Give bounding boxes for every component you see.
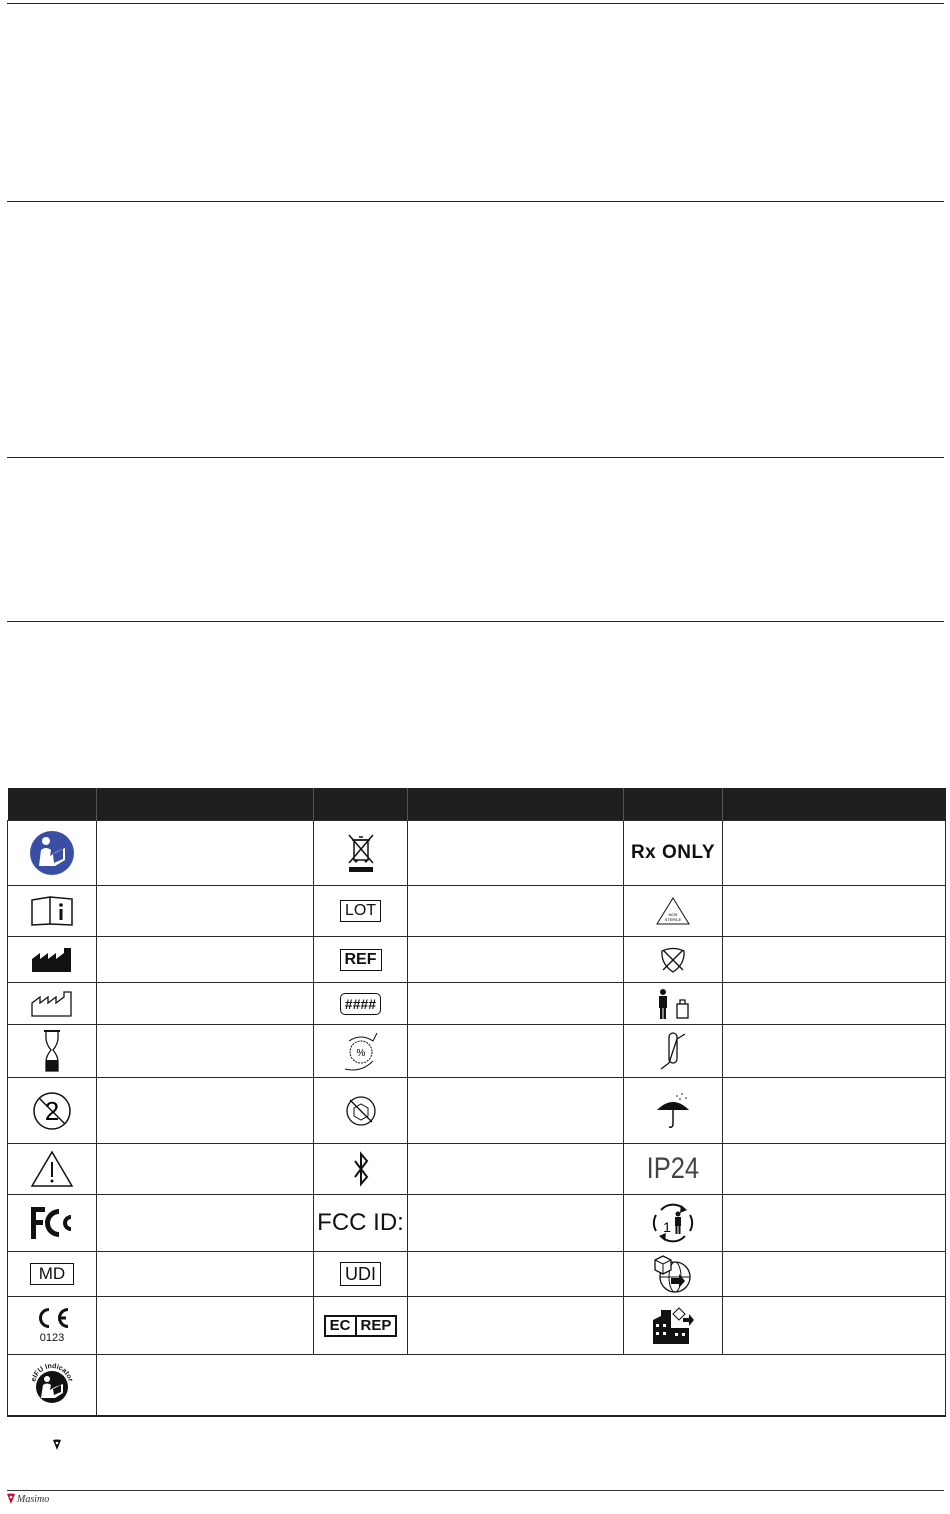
symbol-cell <box>314 1144 408 1195</box>
table-row <box>8 821 946 886</box>
description-cell <box>723 821 946 886</box>
description-cell <box>723 1144 946 1195</box>
humidity-limitation-icon <box>343 1031 379 1071</box>
table-row <box>8 1355 946 1416</box>
symbol-cell <box>8 1025 97 1078</box>
description-cell <box>408 1252 624 1297</box>
description-cell <box>97 1025 314 1078</box>
table-row <box>8 983 946 1025</box>
header-cell <box>97 788 314 821</box>
symbol-cell <box>624 1195 723 1252</box>
header-cell <box>314 788 408 821</box>
header-cell <box>624 788 723 821</box>
symbol-cell <box>314 1297 408 1355</box>
date-of-manufacture-icon <box>31 991 73 1017</box>
symbol-cell <box>314 886 408 937</box>
not-made-with-latex-icon <box>659 946 687 974</box>
brand-name: Masimo <box>17 1493 50 1505</box>
do-not-reuse-number: 2 <box>44 1095 60 1126</box>
udi-symbol: UDI <box>340 1262 381 1286</box>
symbol-cell <box>624 821 723 886</box>
symbol-cell <box>8 1297 97 1355</box>
table-row <box>8 937 946 983</box>
humidity-percent-text: % <box>356 1048 365 1059</box>
eifu-indicator-icon <box>28 1361 76 1409</box>
masimo-logo <box>6 1493 49 1505</box>
instructions-manual-icon <box>29 830 75 876</box>
description-cell <box>408 1025 624 1078</box>
symbol-cell <box>8 1355 97 1416</box>
symbol-cell <box>314 1195 408 1252</box>
serial-number-symbol: #### <box>340 993 381 1015</box>
rep-text: REP <box>360 1316 392 1334</box>
masimo-logo-icon <box>6 1493 16 1505</box>
description-cell <box>408 983 624 1025</box>
description-cell <box>97 1195 314 1252</box>
symbol-cell <box>8 983 97 1025</box>
description-cell <box>97 983 314 1025</box>
header-cell <box>8 788 97 821</box>
description-cell <box>408 937 624 983</box>
description-cell <box>723 1195 946 1252</box>
symbol-cell <box>624 1144 723 1195</box>
fcc-id-symbol: FCC ID: <box>317 1209 404 1236</box>
consult-instructions-icon <box>30 896 74 926</box>
description-cell <box>408 886 624 937</box>
description-cell <box>723 1078 946 1144</box>
symbol-cell <box>314 983 408 1025</box>
notified-body-number: 0123 <box>39 1331 65 1344</box>
non-sterile-text: STERILE <box>664 917 682 922</box>
description-cell <box>408 821 624 886</box>
weee-crossed-bin-icon <box>345 832 377 874</box>
description-cell <box>97 1252 314 1297</box>
header-cell <box>723 788 946 821</box>
table-row <box>8 1195 946 1252</box>
symbol-cell <box>624 983 723 1025</box>
description-cell <box>723 1025 946 1078</box>
importer-building-icon <box>651 1306 695 1346</box>
symbol-cell <box>624 1078 723 1144</box>
symbol-cell <box>8 821 97 886</box>
footer-divider <box>7 1490 944 1491</box>
symbol-cell <box>314 1252 408 1297</box>
ec-text: EC <box>326 1317 357 1335</box>
description-cell <box>408 1297 624 1355</box>
description-cell <box>723 937 946 983</box>
ce-mark <box>34 1306 70 1344</box>
description-cell <box>97 1297 314 1355</box>
table-row <box>8 886 946 937</box>
symbol-cell <box>624 886 723 937</box>
ref-symbol: REF <box>340 949 382 971</box>
symbol-cell <box>624 1252 723 1297</box>
table-row <box>8 1078 946 1144</box>
keep-dry-icon <box>655 1092 691 1130</box>
table-row <box>8 1025 946 1078</box>
symbol-cell <box>314 821 408 886</box>
symbol-cell <box>624 1297 723 1355</box>
symbol-cell <box>8 1195 97 1252</box>
rx-only-symbol: Rx ONLY <box>630 842 716 863</box>
divider <box>7 201 944 202</box>
divider <box>7 457 944 458</box>
single-patient-multiple-use-icon <box>651 1202 695 1244</box>
symbol-cell <box>624 1025 723 1078</box>
bluetooth-icon <box>352 1151 370 1187</box>
symbol-cell <box>8 886 97 937</box>
ce-mark-icon <box>34 1306 70 1330</box>
symbol-cell <box>8 1078 97 1144</box>
use-by-date-icon <box>43 1030 61 1072</box>
description-cell <box>408 1144 624 1195</box>
non-sterile-text: NON <box>668 912 678 917</box>
header-cell <box>408 788 624 821</box>
divider <box>7 3 944 4</box>
do-not-use-if-damaged-icon <box>344 1094 378 1128</box>
symbol-cell <box>314 1078 408 1144</box>
description-cell <box>97 1355 946 1416</box>
symbol-cell <box>314 1025 408 1078</box>
description-cell <box>723 983 946 1025</box>
symbols-table <box>7 788 946 1417</box>
ec-rep-symbol <box>324 1315 398 1337</box>
ip-rating-symbol: IP24 <box>646 1152 700 1185</box>
table-header-row <box>8 788 946 821</box>
medical-device-symbol: MD <box>30 1263 74 1285</box>
symbol-cell <box>314 937 408 983</box>
non-sterile-icon <box>656 897 690 925</box>
manufacturer-icon <box>31 947 73 973</box>
description-cell <box>97 1078 314 1144</box>
table-row <box>8 1252 946 1297</box>
brand-mark-icon <box>52 1439 62 1451</box>
weight-limit-icon <box>653 988 693 1020</box>
table-row <box>8 1297 946 1355</box>
description-cell <box>97 937 314 983</box>
description-cell <box>723 1297 946 1355</box>
divider <box>7 621 944 622</box>
table-row <box>8 1144 946 1195</box>
symbol-cell <box>624 937 723 983</box>
description-cell <box>97 821 314 886</box>
description-cell <box>723 1252 946 1297</box>
symbol-cell <box>8 937 97 983</box>
description-cell <box>408 1195 624 1252</box>
description-cell <box>723 886 946 937</box>
fcc-logo-icon <box>29 1205 75 1241</box>
lot-symbol: LOT <box>340 900 381 922</box>
eifu-label: eIFU Indicator <box>30 1362 74 1383</box>
temperature-limit-icon <box>658 1031 688 1071</box>
description-cell <box>97 1144 314 1195</box>
description-cell <box>97 886 314 937</box>
single-patient-number: 1 <box>663 1219 671 1235</box>
caution-warning-icon <box>30 1150 74 1188</box>
do-not-reuse-icon <box>31 1090 73 1132</box>
description-cell <box>408 1078 624 1144</box>
symbol-cell <box>8 1252 97 1297</box>
distributor-globe-icon <box>653 1254 693 1294</box>
symbol-cell <box>8 1144 97 1195</box>
